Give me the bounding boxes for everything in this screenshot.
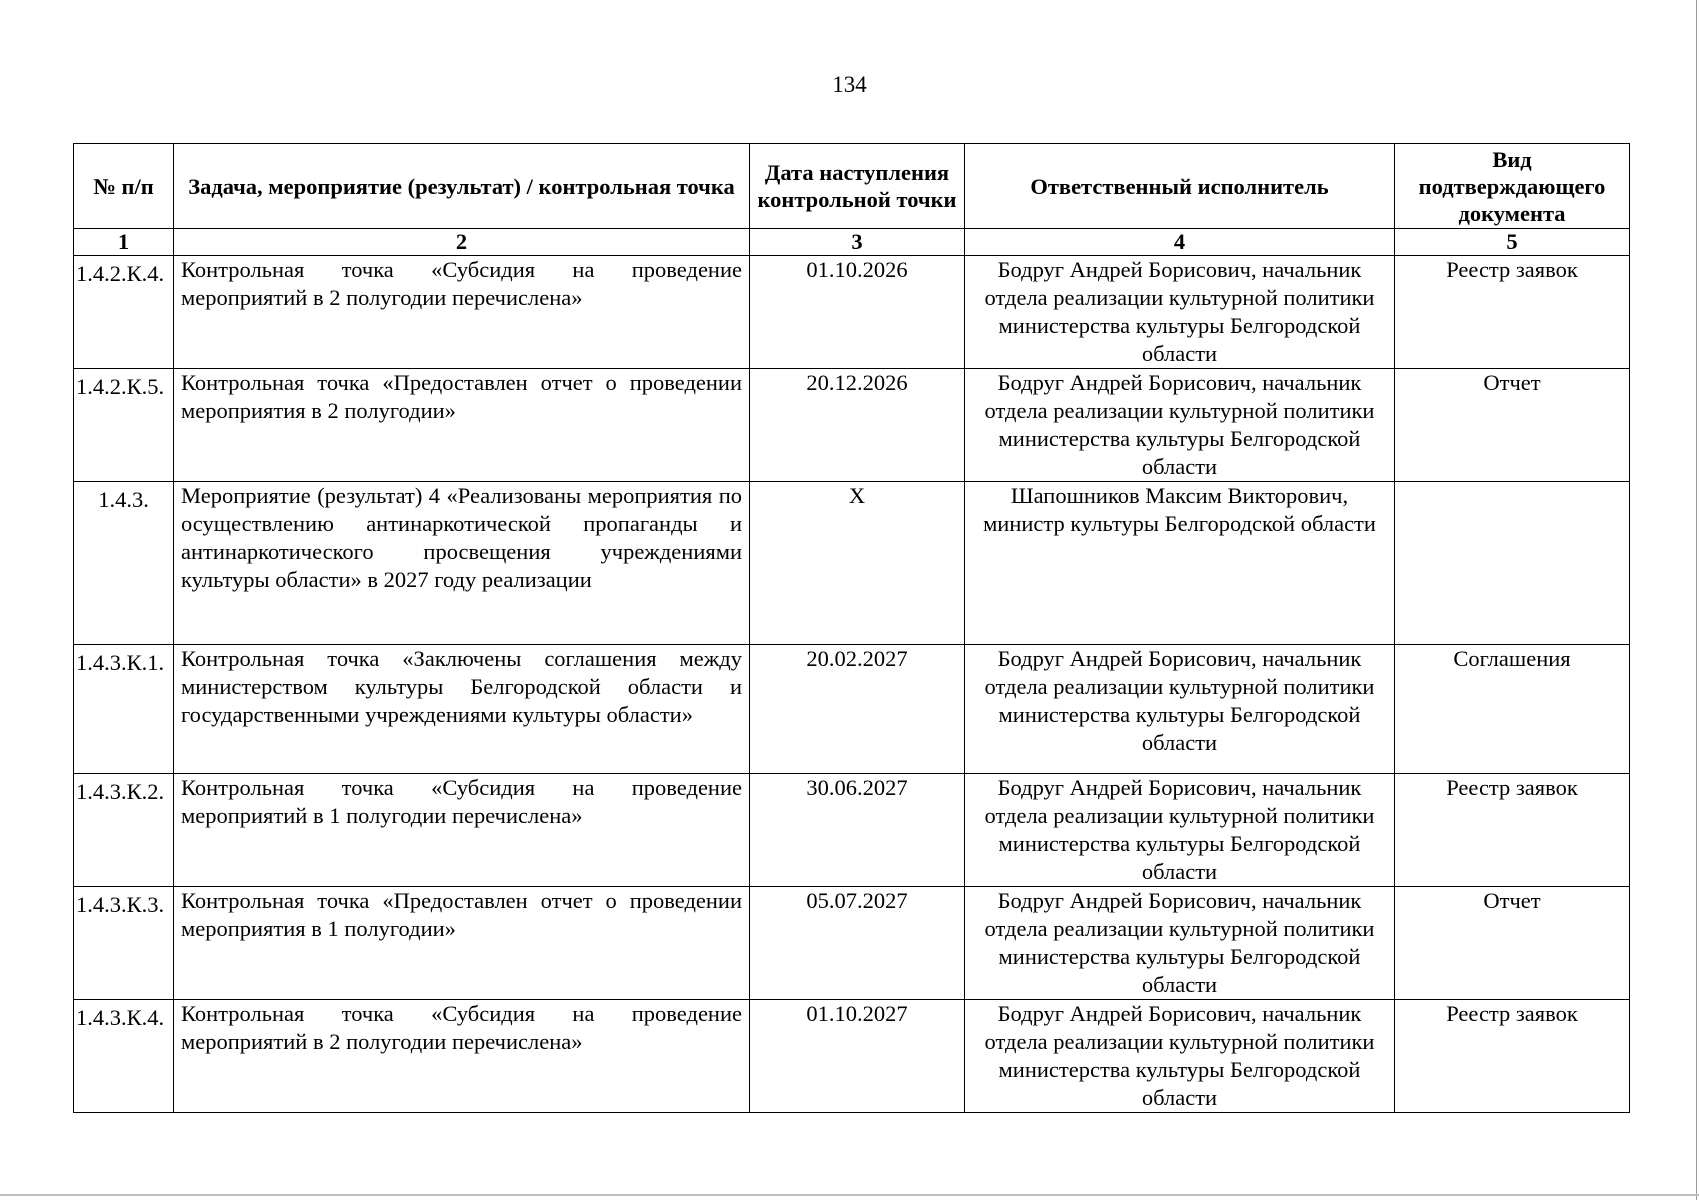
table-row	[74, 645, 1630, 774]
column-number: 1	[74, 229, 174, 256]
table-row	[74, 774, 1630, 887]
scan-edge-bottom	[0, 1194, 1699, 1196]
column-number: 5	[1395, 229, 1630, 256]
header-task: Задача, мероприятие (результат) / контрольная точка	[174, 144, 750, 229]
table-row	[74, 369, 1630, 482]
row-date: 20.12.2026	[750, 369, 965, 482]
row-date: 05.07.2027	[750, 887, 965, 1000]
row-num: 1.4.3.К.4.	[74, 1000, 174, 1113]
row-num: 1.4.3.К.1.	[74, 645, 174, 774]
page-number: 134	[832, 72, 867, 97]
column-number: 2	[174, 229, 750, 256]
header-num: № п/п	[74, 144, 174, 229]
row-doc-type: Реестр заявок	[1395, 774, 1630, 887]
row-num: 1.4.3.	[74, 482, 174, 645]
table-row	[74, 887, 1630, 1000]
table-row	[74, 256, 1630, 369]
row-task: Контрольная точка «Предоставлен отчет о проведении мероприятия в 2 полугодии»	[174, 369, 750, 482]
header-doc-type: Вид подтверждающего документа	[1395, 144, 1630, 229]
row-num: 1.4.3.К.3.	[74, 887, 174, 1000]
table-header-row	[74, 144, 1630, 229]
row-doc-type: Соглашения	[1395, 645, 1630, 774]
control-points-table	[73, 143, 1630, 1113]
row-doc-type: Отчет	[1395, 887, 1630, 1000]
row-date: 30.06.2027	[750, 774, 965, 887]
row-task: Контрольная точка «Субсидия на проведение мероприятий в 1 полугодии перечислена»	[174, 774, 750, 887]
row-responsible: Бодруг Андрей Борисович, начальник отдела реализации культурной политики министерства культуры Белгородской области	[965, 645, 1395, 774]
row-num: 1.4.2.К.5.	[74, 369, 174, 482]
row-task: Контрольная точка «Предоставлен отчет о проведении мероприятия в 1 полугодии»	[174, 887, 750, 1000]
row-task: Контрольная точка «Субсидия на проведение мероприятий в 2 полугодии перечислена»	[174, 1000, 750, 1113]
row-task: Мероприятие (результат) 4 «Реализованы мероприятия по осуществлению антинаркотической пропаганды и антинаркотического просвещения учреждениями культуры области» в 2027 году реализации	[174, 482, 750, 645]
row-responsible: Бодруг Андрей Борисович, начальник отдела реализации культурной политики министерства культуры Белгородской области	[965, 774, 1395, 887]
row-doc-type: Реестр заявок	[1395, 1000, 1630, 1113]
row-task: Контрольная точка «Заключены соглашения между министерством культуры Белгородской области и государственными учреждениями культуры области»	[174, 645, 750, 774]
column-number: 4	[965, 229, 1395, 256]
table-row	[74, 482, 1630, 645]
row-date: 20.02.2027	[750, 645, 965, 774]
row-doc-type	[1395, 482, 1630, 645]
row-doc-type: Отчет	[1395, 369, 1630, 482]
row-num: 1.4.3.К.2.	[74, 774, 174, 887]
row-date: X	[750, 482, 965, 645]
row-num: 1.4.2.К.4.	[74, 256, 174, 369]
row-date: 01.10.2027	[750, 1000, 965, 1113]
row-responsible: Шапошников Максим Викторович, министр культуры Белгородской области	[965, 482, 1395, 645]
scan-edge-right	[1696, 0, 1697, 1200]
header-responsible: Ответственный исполнитель	[965, 144, 1395, 229]
header-date: Дата наступления контрольной точки	[750, 144, 965, 229]
column-number: 3	[750, 229, 965, 256]
column-number-row	[74, 229, 1630, 256]
row-date: 01.10.2026	[750, 256, 965, 369]
row-responsible: Бодруг Андрей Борисович, начальник отдела реализации культурной политики министерства культуры Белгородской области	[965, 887, 1395, 1000]
row-task: Контрольная точка «Субсидия на проведение мероприятий в 2 полугодии перечислена»	[174, 256, 750, 369]
row-responsible: Бодруг Андрей Борисович, начальник отдела реализации культурной политики министерства культуры Белгородской области	[965, 256, 1395, 369]
row-doc-type: Реестр заявок	[1395, 256, 1630, 369]
row-responsible: Бодруг Андрей Борисович, начальник отдела реализации культурной политики министерства культуры Белгородской области	[965, 369, 1395, 482]
table-row	[74, 1000, 1630, 1113]
row-responsible: Бодруг Андрей Борисович, начальник отдела реализации культурной политики министерства культуры Белгородской области	[965, 1000, 1395, 1113]
